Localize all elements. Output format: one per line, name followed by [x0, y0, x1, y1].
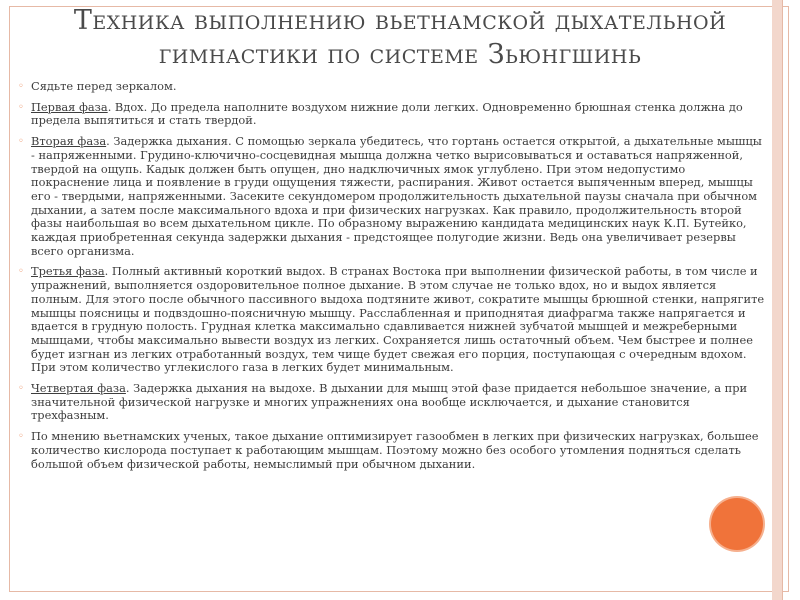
list-item [18, 101, 766, 128]
bullet-icon: ◦ [18, 431, 24, 443]
bullet-icon: ◦ [18, 81, 24, 92]
list-item [18, 80, 766, 94]
paragraph-text: Сядьте перед зеркалом. [31, 79, 177, 93]
bullet-icon: ◦ [18, 136, 24, 148]
bullet-icon: ◦ [18, 266, 24, 278]
bullet-icon: ◦ [18, 101, 24, 113]
list-item [18, 382, 766, 423]
phase-label: Третья фаза [31, 264, 105, 279]
list-item [18, 265, 766, 375]
paragraph-text: По мнению вьетнамских ученых, такое дыхание оптимизирует газообмен в легких при физических нагрузках, большее количество кислорода поступает к работающим мышцам. Поэтому можно без особого утомления подняться сделать большой объем физической работы, немыслимый при обычном дыхании. [31, 429, 759, 471]
paragraph-text: . Задержка дыхания на выдохе. В дыхании для мышц этой фазе придается небольшое значение, а при значительной физической нагрузке и многих упражнениях она вообще исключается, и дыхание становится трехфазным. [31, 381, 748, 423]
slide-body [18, 80, 766, 478]
decorative-side-band [772, 0, 782, 600]
phase-label: Четвертая фаза [31, 381, 126, 396]
paragraph-text: . Полный активный короткий выдох. В странах Востока при выполнении физической работы, в том числе и упражнений, выполняется оздоровительное полное дыхание. В этом случае не только вдох, но и выдох является полным. Для этого после обычного пассивного выдоха подтяните живот, сократите мышцы брюшной стенки, напрягите мышцы поясницы и подвздошно-поясничную мышцу. Расслабленная и приподнятая диафрагма также напрягается и вдается в грудную полость. Грудная клетка максимально сдавливается нижней зубчатой мышцей и межреберными мышцами, чтобы максимально вывести воздух из легких. Сохраняется лишь остаточный объем. Чем быстрее и полнее будет изгнан из легких отработанный воздух, тем чище будет свежая его порция, поступающая с очередным вдохом. При этом количество углекислого газа в легких будет минимальным. [31, 264, 765, 375]
paragraph-text: . Вдох. До предела наполните воздухом нижние доли легких. Одновременно брюшная стенка должна до предела выпятиться и стать твердой. [31, 99, 743, 128]
bullet-icon: ◦ [18, 383, 24, 395]
title-line-2: гимнастики по системе Зьюнгшинь [158, 39, 642, 70]
decorative-circle [711, 498, 763, 550]
phase-label: Первая фаза [31, 99, 108, 114]
list-item [18, 135, 766, 258]
slide-title [20, 4, 780, 72]
paragraph-text: . Задержка дыхания. С помощью зеркала убедитесь, что гортань остается открытой, а дыхательные мышцы - напряженными. Грудино-ключично-сосцевидная мышца должна четко вырисовываться и оставаться напряженной, твердой на ощупь. Кадык должен быть опущен, дно надключичных ямок углублено. При этом недопустимо покраснение лица и появление в груди ощущения тяжести, распирания. Живот остается выпяченным вперед, мышцы его - твердыми, напряженными. Засеките секундомером продолжительность дыхательной паузы сначала при обычном дыхании, а затем после максимального вдоха и при физических нагрузках. Как правило, продолжительность второй фазы наибольшая во всем дыхательном цикле. По образному выражению кандидата медицинских наук К.П. Бутейко, каждая приобретенная секунда задержки дыхания - предстоящее полугодие жизни. Ведь она увеличивает резервы всего организма. [31, 134, 762, 258]
title-line-1: Техника выполнению вьетнамской дыхательной [73, 5, 727, 36]
decorative-side-line [782, 0, 783, 600]
phase-label: Вторая фаза [31, 134, 107, 149]
list-item [18, 430, 766, 471]
